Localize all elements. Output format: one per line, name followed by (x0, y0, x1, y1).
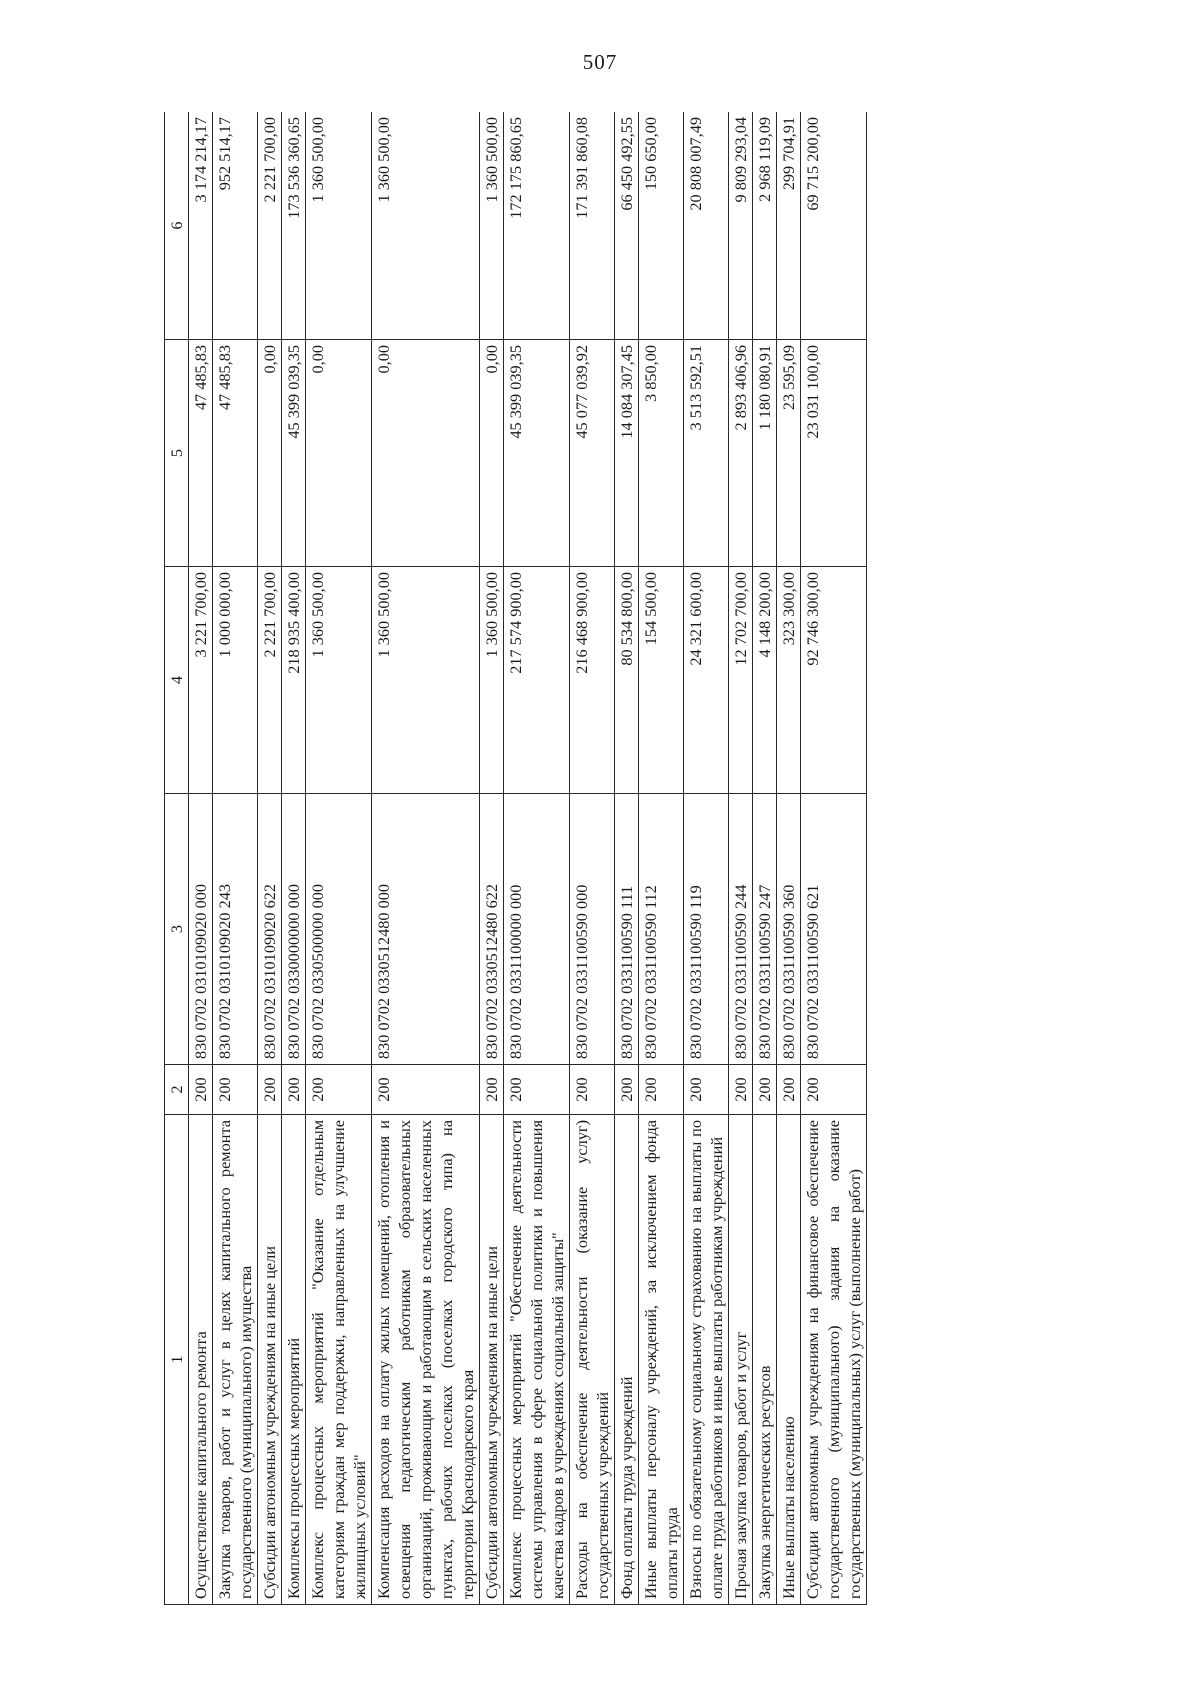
row-column-6: 3 174 214,17 (189, 112, 213, 340)
row-code: 830 0702 0330000000 000 (282, 794, 306, 1065)
row-column-2: 200 (480, 1065, 504, 1115)
row-column-5: 3 850,00 (639, 340, 684, 567)
row-column-5: 23 031 100,00 (801, 340, 867, 567)
table-header-row (165, 112, 189, 1605)
row-column-2: 200 (729, 1065, 753, 1115)
row-code: 830 0702 0310109020 243 (213, 794, 258, 1065)
row-column-2: 200 (372, 1065, 480, 1115)
row-column-5: 23 595,09 (777, 340, 801, 567)
column-header: 6 (165, 112, 189, 340)
table-row (684, 112, 729, 1605)
row-name: Взносы по обязательному социальному страхованию на выплаты по оплате труда работников и иные выплаты работникам учреждений (684, 1115, 729, 1605)
row-name: Закупка товаров, работ и услуг в целях капитального ремонта государственного (муниципального) имущества (213, 1115, 258, 1605)
row-name: Компенсация расходов на оплату жилых помещений, отопления и освещения педагогическим работникам образовательных организаций, проживающим и работающим в сельских населенных пунктах, рабочих поселках (поселках городского типа) на территории Краснодарского края (372, 1115, 480, 1605)
row-column-2: 200 (777, 1065, 801, 1115)
column-header: 3 (165, 794, 189, 1065)
row-column-5: 2 893 406,96 (729, 340, 753, 567)
row-column-5: 45 077 039,92 (570, 340, 615, 567)
row-column-5: 1 180 080,91 (753, 340, 777, 567)
row-column-4: 154 500,00 (639, 567, 684, 794)
row-name: Комплекс процессных мероприятий "Оказание отдельным категориям граждан мер поддержки, направленных на улучшение жилищных условий" (306, 1115, 372, 1605)
row-name: Прочая закупка товаров, работ и услуг (729, 1115, 753, 1605)
row-column-5: 45 399 039,35 (504, 340, 570, 567)
row-column-2: 200 (282, 1065, 306, 1115)
budget-table (164, 112, 867, 1605)
column-header: 5 (165, 340, 189, 567)
rotated-table-area (164, 112, 1102, 1605)
row-column-6: 66 450 492,55 (615, 112, 639, 340)
row-column-6: 1 360 500,00 (480, 112, 504, 340)
row-name: Иные выплаты населению (777, 1115, 801, 1605)
table-row (213, 112, 258, 1605)
row-code: 830 0702 0330512480 000 (372, 794, 480, 1065)
row-column-2: 200 (189, 1065, 213, 1115)
row-column-2: 200 (213, 1065, 258, 1115)
row-column-4: 4 148 200,00 (753, 567, 777, 794)
page-number: 507 (582, 50, 618, 74)
row-column-4: 323 300,00 (777, 567, 801, 794)
row-code: 830 0702 0330512480 622 (480, 794, 504, 1065)
row-column-5: 14 084 307,45 (615, 340, 639, 567)
table-row (372, 112, 480, 1605)
row-code: 830 0702 0310109020 622 (258, 794, 282, 1065)
row-column-6: 69 715 200,00 (801, 112, 867, 340)
row-column-5: 0,00 (306, 340, 372, 567)
row-column-6: 9 809 293,04 (729, 112, 753, 340)
table-row (504, 112, 570, 1605)
column-header: 2 (165, 1065, 189, 1115)
row-name: Осуществление капитального ремонта (189, 1115, 213, 1605)
row-code: 830 0702 0331100590 621 (801, 794, 867, 1065)
row-column-4: 1 360 500,00 (480, 567, 504, 794)
row-name: Субсидии автономным учреждениям на иные цели (480, 1115, 504, 1605)
table-row (777, 112, 801, 1605)
row-column-2: 200 (684, 1065, 729, 1115)
row-column-4: 1 360 500,00 (372, 567, 480, 794)
row-column-2: 200 (615, 1065, 639, 1115)
row-name: Комплекс процессных мероприятий "Обеспечение деятельности системы управления в сфере социальной политики и повышения качества кадров в учреждениях социальной защиты" (504, 1115, 570, 1605)
row-column-2: 200 (504, 1065, 570, 1115)
row-column-5: 0,00 (480, 340, 504, 567)
row-column-6: 299 704,91 (777, 112, 801, 340)
row-column-4: 1 360 500,00 (306, 567, 372, 794)
row-column-4: 24 321 600,00 (684, 567, 729, 794)
row-code: 830 0702 0331100590 247 (753, 794, 777, 1065)
row-code: 830 0702 0331100590 112 (639, 794, 684, 1065)
row-column-4: 12 702 700,00 (729, 567, 753, 794)
row-column-5: 47 485,83 (213, 340, 258, 567)
row-name: Расходы на обеспечение деятельности (оказание услуг) государственных учреждений (570, 1115, 615, 1605)
row-code: 830 0702 0331100590 244 (729, 794, 753, 1065)
row-column-2: 200 (306, 1065, 372, 1115)
row-column-2: 200 (639, 1065, 684, 1115)
row-column-6: 952 514,17 (213, 112, 258, 340)
row-column-6: 1 360 500,00 (372, 112, 480, 340)
row-column-6: 171 391 860,08 (570, 112, 615, 340)
row-column-4: 80 534 800,00 (615, 567, 639, 794)
row-code: 830 0702 0331100000 000 (504, 794, 570, 1065)
row-code: 830 0702 0331100590 119 (684, 794, 729, 1065)
row-name: Закупка энергетических ресурсов (753, 1115, 777, 1605)
row-column-2: 200 (753, 1065, 777, 1115)
row-code: 830 0702 0331100590 360 (777, 794, 801, 1065)
column-header: 1 (165, 1115, 189, 1605)
row-name: Комплексы процессных мероприятий (282, 1115, 306, 1605)
row-column-6: 150 650,00 (639, 112, 684, 340)
table-row (282, 112, 306, 1605)
table-row (615, 112, 639, 1605)
row-column-2: 200 (258, 1065, 282, 1115)
row-column-5: 47 485,83 (189, 340, 213, 567)
row-column-6: 173 536 360,65 (282, 112, 306, 340)
row-column-4: 216 468 900,00 (570, 567, 615, 794)
row-column-6: 2 968 119,09 (753, 112, 777, 340)
rotated-table-container (164, 112, 1102, 1605)
row-column-4: 3 221 700,00 (189, 567, 213, 794)
row-column-4: 1 000 000,00 (213, 567, 258, 794)
row-column-5: 45 399 039,35 (282, 340, 306, 567)
table-row (189, 112, 213, 1605)
row-column-2: 200 (801, 1065, 867, 1115)
row-column-4: 218 935 400,00 (282, 567, 306, 794)
row-column-5: 0,00 (372, 340, 480, 567)
row-column-6: 20 808 007,49 (684, 112, 729, 340)
row-column-6: 172 175 860,65 (504, 112, 570, 340)
table-row (729, 112, 753, 1605)
row-name: Фонд оплаты труда учреждений (615, 1115, 639, 1605)
row-column-4: 217 574 900,00 (504, 567, 570, 794)
table-row (639, 112, 684, 1605)
table-row (753, 112, 777, 1605)
row-column-6: 2 221 700,00 (258, 112, 282, 340)
row-name: Иные выплаты персоналу учреждений, за исключением фонда оплаты труда (639, 1115, 684, 1605)
row-name: Субсидии автономным учреждениям на иные цели (258, 1115, 282, 1605)
row-code: 830 0702 0331100590 111 (615, 794, 639, 1065)
table-row (306, 112, 372, 1605)
column-header: 4 (165, 567, 189, 794)
row-code: 830 0702 0330500000 000 (306, 794, 372, 1065)
row-code: 830 0702 0331100590 000 (570, 794, 615, 1065)
table-row (480, 112, 504, 1605)
table-row (258, 112, 282, 1605)
row-column-4: 2 221 700,00 (258, 567, 282, 794)
table-row (570, 112, 615, 1605)
row-name: Субсидии автономным учреждениям на финансовое обеспечение государственного (муниципального) задания на оказание государственных (муниципальных) услуг (выполнение работ) (801, 1115, 867, 1605)
row-column-4: 92 746 300,00 (801, 567, 867, 794)
row-code: 830 0702 0310109020 000 (189, 794, 213, 1065)
table-row (801, 112, 867, 1605)
row-column-5: 3 513 592,51 (684, 340, 729, 567)
row-column-5: 0,00 (258, 340, 282, 567)
row-column-2: 200 (570, 1065, 615, 1115)
row-column-6: 1 360 500,00 (306, 112, 372, 340)
